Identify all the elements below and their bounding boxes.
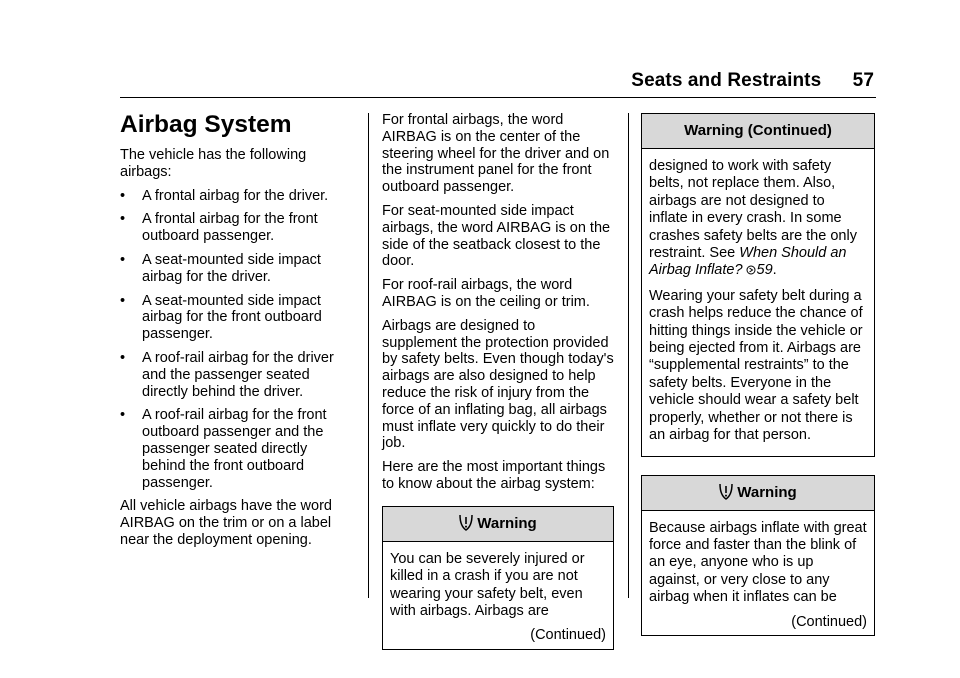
warning-icon [719,479,733,513]
bullet-icon: • [120,349,126,366]
paragraph: For seat-mounted side impact airbags, the word AIRBAG is on the side of the seatback closest to the door. [382,202,611,270]
section-title: Seats and Restraints [631,70,822,91]
paragraph: Here are the most important things to know about the airbag system: [382,459,606,492]
paragraph: Airbags are designed to supplement the protection provided by safety belts. Even though today's airbags are also designed to help reduce the risk of injury from the force of an inflating bag, all airbags must inflate very quickly to do their job. [382,317,614,452]
airbag-list [120,188,338,492]
list-item: • A frontal airbag for the front outboard passenger. [120,211,318,245]
column-1 [120,110,338,556]
intro-text: The vehicle has the following airbags: [120,147,307,180]
page-header [631,70,874,92]
warning-box [641,475,875,636]
continued-label: (Continued) [791,613,867,630]
bullet-icon: • [120,187,126,204]
warning-continued-box [641,113,875,457]
page-number: 57 [852,70,874,91]
warning-title: Warning [477,514,537,532]
column-3 [641,113,875,636]
bullet-icon: • [120,251,126,268]
closing-text: All vehicle airbags have the word AIRBAG on the trim or on a label near the deployment opening. [120,498,332,548]
list-item: • A roof-rail airbag for the front outboard passenger and the passenger seated directly behind the front outboard passenger. [120,407,327,491]
warning-text: Wearing your safety belt during a crash helps reduce the chance of hitting things inside the vehicle or being ejected from it. Airbags are “supplemental restraints” to the safety belts. Everyone in the vehicle should wear a safety belt properly, whether or not there is an airbag for that person. [649,287,863,444]
warning-header [642,476,874,511]
column-2 [382,112,614,650]
warning-icon [459,510,473,544]
bullet-icon: • [120,407,126,424]
warning-header: Warning (Continued) [642,114,874,149]
warning-box [382,506,614,650]
warning-text: You can be severely injured or killed in a crash if you are not wearing your safety belt, even with airbags. Airbags are [390,550,585,619]
warning-text: designed to work with safety belts, not replace them. Also, airbags are not designed to inflate in every crash. In some crashes safety belts are the only restraint. See When Should an Airbag Inflate? 59. [649,158,867,281]
section-heading: Airbag System [120,111,292,138]
page-reference-icon [746,263,756,280]
continued-label: (Continued) [530,627,606,644]
list-item: • A seat-mounted side impact airbag for the front outboard passenger. [120,292,322,343]
column-divider-2 [628,113,629,598]
column-divider-1 [368,113,369,598]
cross-reference-page: 59 [756,262,773,279]
list-item: • A roof-rail airbag for the driver and the passenger seated directly behind the driver. [120,349,334,400]
bullet-icon: • [120,211,126,228]
warning-title: Warning [737,483,797,501]
cross-reference: When Should an Airbag Inflate? [649,245,847,279]
paragraph: For frontal airbags, the word AIRBAG is on the center of the steering wheel for the driver and on the instrument panel for the front outboard passenger. [382,112,610,196]
bullet-icon: • [120,292,126,309]
warning-header [383,507,613,542]
list-item: • A frontal airbag for the driver. [120,187,329,204]
list-item: • A seat-mounted side impact airbag for the driver. [120,251,321,285]
warning-text: Because airbags inflate with great force and faster than the blink of an eye, anyone who is up against, or very close to any airbag when it inflates can be [649,519,867,606]
header-rule [120,97,876,98]
paragraph: For roof-rail airbags, the word AIRBAG is on the ceiling or trim. [382,277,590,310]
